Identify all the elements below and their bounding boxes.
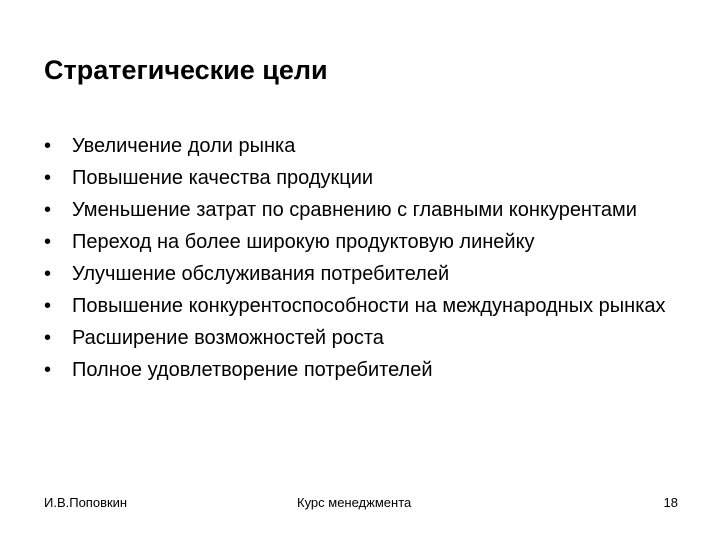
bullet-icon: • bbox=[44, 295, 52, 317]
list-item-text: Увеличение доли рынка bbox=[72, 135, 296, 157]
list-item bbox=[44, 354, 684, 386]
footer-author: И.В.Поповкин bbox=[44, 495, 128, 510]
list-item-text: Повышение качества продукции bbox=[72, 167, 374, 189]
list-item-text: Повышение конкурентоспособности на международных рынках bbox=[72, 295, 666, 317]
list-item-text: Переход на более широкую продуктовую линейку bbox=[72, 231, 535, 253]
bullet-icon: • bbox=[44, 359, 52, 381]
list-item-text: Уменьшение затрат по сравнению с главными конкурентами bbox=[72, 199, 637, 221]
list-item bbox=[44, 290, 684, 322]
list-item bbox=[44, 130, 684, 162]
list-item bbox=[44, 322, 684, 354]
list-item-text: Полное удовлетворение потребителей bbox=[72, 359, 433, 381]
bullet-icon: • bbox=[44, 199, 52, 221]
bullet-icon: • bbox=[44, 263, 52, 285]
bullet-icon: • bbox=[44, 135, 52, 157]
bullet-list bbox=[44, 130, 684, 386]
bullet-icon: • bbox=[44, 327, 52, 349]
footer-course-title: Курс менеджмента bbox=[297, 495, 412, 510]
list-item bbox=[44, 162, 684, 194]
list-item bbox=[44, 194, 684, 226]
page-number: 18 bbox=[663, 495, 678, 510]
list-item bbox=[44, 258, 684, 290]
list-item bbox=[44, 226, 684, 258]
slide-title: Стратегические цели bbox=[44, 55, 328, 85]
bullet-icon: • bbox=[44, 167, 52, 189]
list-item-text: Улучшение обслуживания потребителей bbox=[72, 263, 450, 285]
bullet-icon: • bbox=[44, 231, 52, 253]
list-item-text: Расширение возможностей роста bbox=[72, 327, 384, 349]
